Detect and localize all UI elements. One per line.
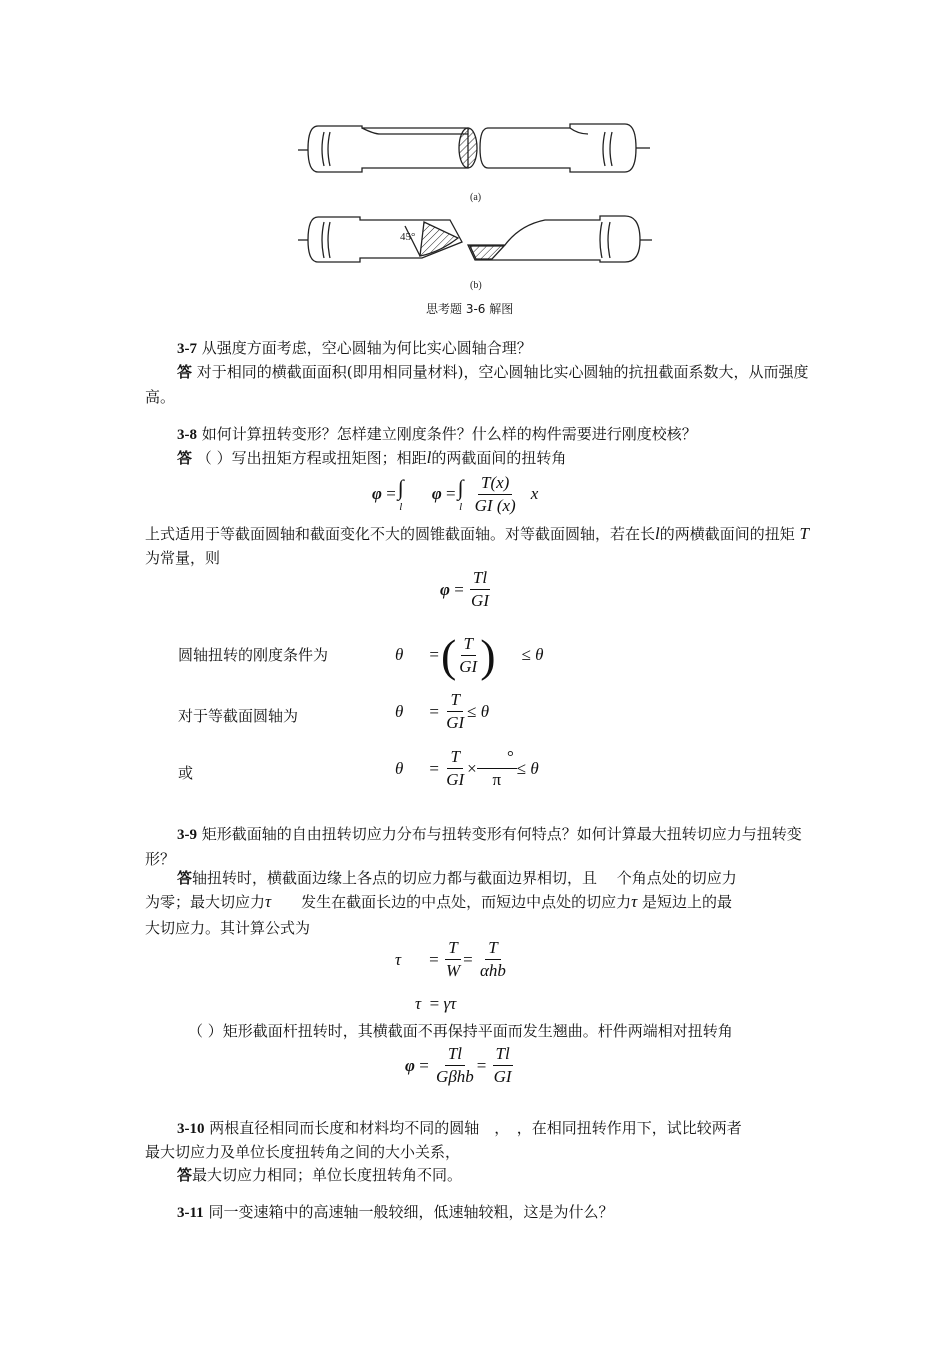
- shaft-b-right: [468, 216, 652, 262]
- q38-after-formula: 上式适用于等截面圆轴和截面变化不大的圆锥截面轴。对等截面圆轴，若在长l的两横截面间的扭矩 T 为常量，则: [145, 524, 810, 567]
- q38-answer-text: （ ）写出扭矩方程或扭矩图；相距: [196, 449, 427, 467]
- q39-answer: 答轴扭转时，横截面边缘上各点的切应力都与截面边界相切，且 个角点处的切应力: [177, 869, 737, 887]
- formula-uniform: θ = $\frac{T}{GI}$ ≤ θ: [395, 690, 490, 732]
- label-b: (b): [470, 280, 482, 291]
- q38-answer-line: [145, 446, 810, 471]
- q37-answer-text: 对于相同的横截面面积(即用相同量材料)，空心圆轴比实心圆轴的抗扭截面系数大，从而强度高。: [145, 363, 809, 406]
- formula-phi-Tl-GI: φ = $\frac{Tl}{GI}$: [440, 568, 489, 610]
- q39-question: [145, 822, 810, 871]
- label-a: (a): [470, 192, 482, 203]
- q37-answer-label: 答: [177, 365, 193, 381]
- var-l: l: [426, 448, 432, 467]
- q39-answer-2: 为零；最大切应力τ 发生在截面长边的中点处，而短边中点处的切应力τ 是短边上的最: [145, 892, 733, 911]
- q37-text: 从强度方面考虑，空心圆轴为何比实心圆轴合理？: [201, 339, 532, 357]
- angle-45-label: 45°: [400, 231, 416, 243]
- q39-number: 3-9: [177, 827, 197, 843]
- shaft-b-left: [298, 217, 462, 262]
- q310-answer: 答最大切应力相同；单位长度扭转角不同。: [177, 1166, 463, 1184]
- figure-caption: 思考题 3-6 解图: [426, 302, 514, 316]
- or-label: 或: [178, 764, 194, 782]
- q39-deform-text: （ ）矩形截面杆扭转时，其横截面不再保持平面而发生翘曲。杆件两端相对扭转角: [188, 1022, 733, 1040]
- q39-answer-3: 大切应力。其计算公式为: [145, 919, 311, 937]
- formula-rigidity: θ = ( $\frac{T}{GI}$ ) ≤ θ: [395, 629, 544, 681]
- q37-answer: [145, 360, 810, 409]
- q38-question: [145, 422, 810, 447]
- shaft-a-right: [480, 124, 650, 172]
- q38-answer-label: 答: [177, 451, 193, 467]
- q311-question: 3-11 同一变速箱中的高速轴一般较细，低速轴较粗，这是为什么？: [177, 1203, 614, 1221]
- q37-number: 3-7: [177, 341, 197, 357]
- q37-question: [145, 336, 810, 361]
- q310-question-2: 最大切应力及单位长度扭转角之间的大小关系，: [145, 1143, 461, 1161]
- formula-rect-phi: φ = $\frac{Tl}{\text{Gβhb}}$ = $\frac{Tl}{GI}$: [405, 1044, 512, 1086]
- q310-question: 3-10 两根直径相同而长度和材料均不同的圆轴 ， ，在相同扭转作用下，试比较两者: [177, 1119, 742, 1137]
- q38-answer-text-end: 的两截面间的扭转角: [431, 449, 567, 467]
- formula-twist-integral: φ = ∫ l φ = ∫ l $\frac{T(x)}{GI (x)}$ x: [372, 472, 539, 515]
- fracture-figure: [290, 110, 660, 305]
- shaft-a-left: [298, 126, 477, 172]
- q311-number: 3-11: [177, 1205, 204, 1221]
- q310-number: 3-10: [177, 1121, 205, 1137]
- q38-text: 如何计算扭转变形？怎样建立刚度条件？什么样的构件需要进行刚度校核？: [201, 425, 697, 443]
- formula-degrees: θ = $\frac{T}{GI}$ × $\frac{^\circ}{\pi}$ ≤ θ: [395, 747, 539, 789]
- formula-tau-max: τ = $\frac{T}{W}$ = $\frac{T}{\text{αhb}}$: [395, 938, 506, 980]
- q39-text: 矩形截面轴的自由扭转切应力分布与扭转变形有何特点？如何计算最大扭转切应力与扭转变形？: [145, 825, 802, 868]
- uniform-label: 对于等截面圆轴为: [178, 707, 299, 725]
- formula-tau-short: τ = γτ: [415, 994, 457, 1013]
- rigidity-label: 圆轴扭转的刚度条件为: [178, 646, 329, 664]
- q38-number: 3-8: [177, 427, 197, 443]
